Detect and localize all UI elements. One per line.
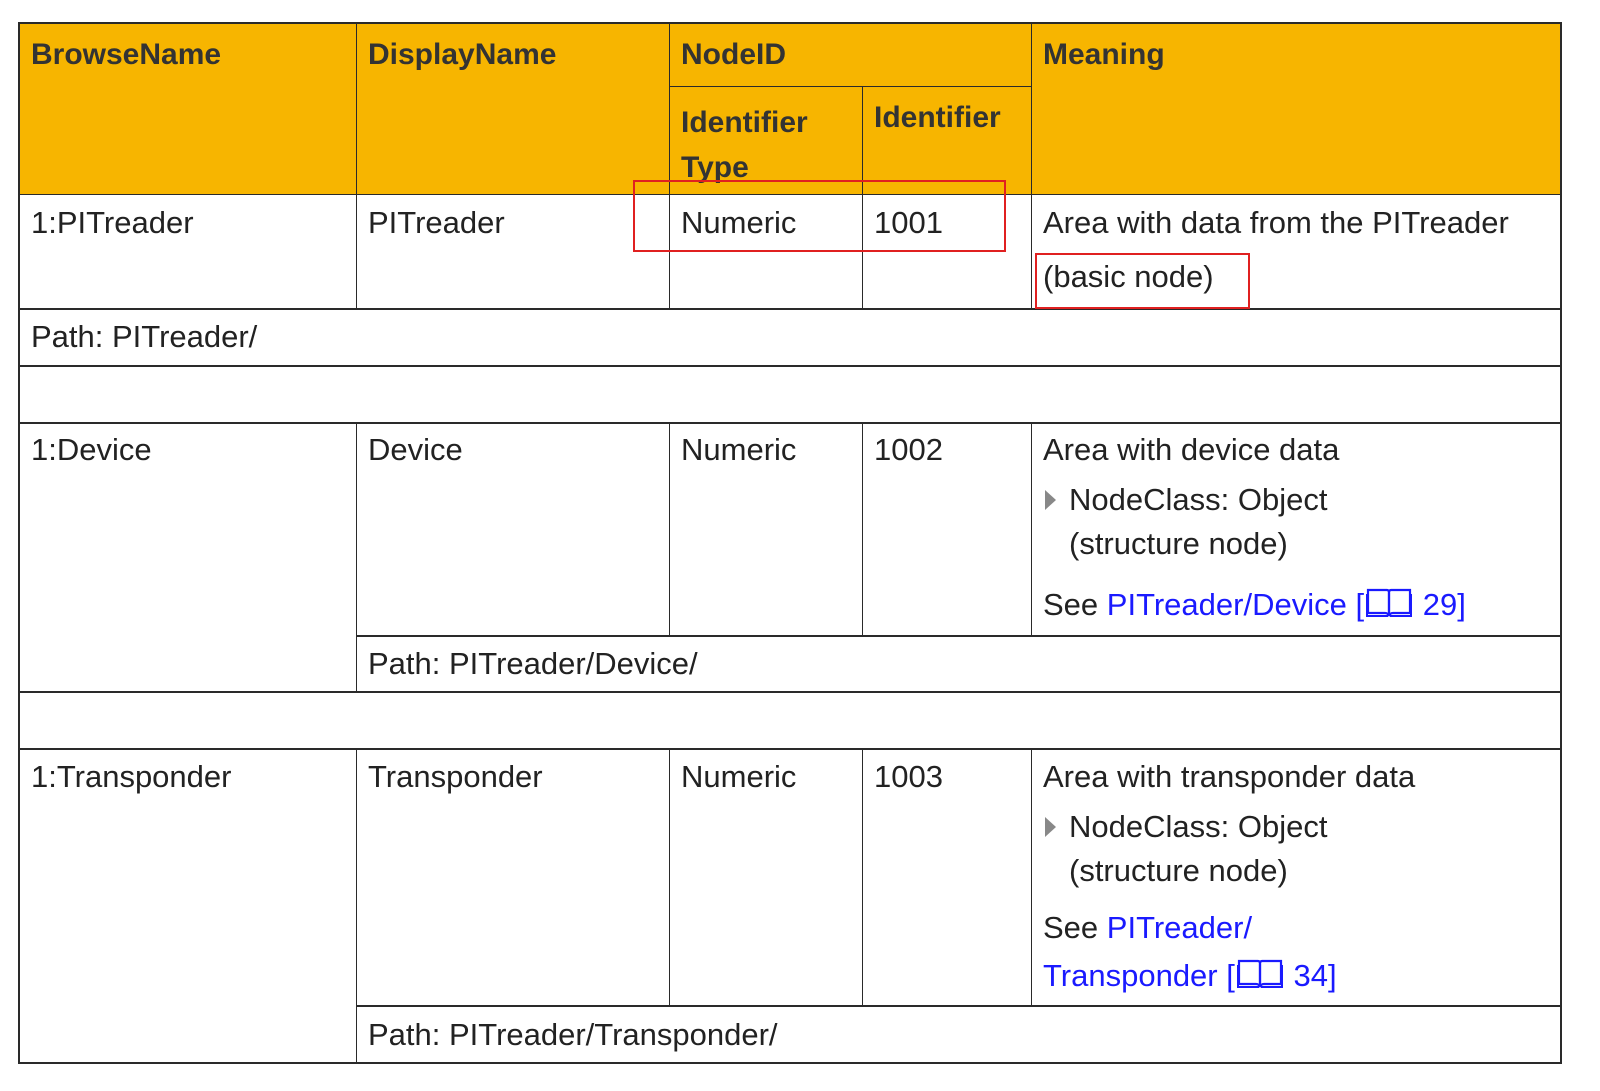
grid-line bbox=[19, 308, 1561, 310]
row2-bracket: [ bbox=[1355, 587, 1365, 622]
row3-meaning: Area with transponder data bbox=[1043, 759, 1416, 794]
row3-display-name: Transponder bbox=[368, 759, 543, 794]
row3-transponder-link-part2[interactable]: Transponder bbox=[1043, 958, 1218, 993]
grid-line bbox=[356, 422, 357, 692]
grid-line bbox=[19, 422, 1561, 424]
row3-bracket: [ bbox=[1226, 958, 1235, 993]
header-meaning: Meaning bbox=[1043, 38, 1165, 71]
row2-device-link[interactable]: PITreader/Device bbox=[1106, 587, 1347, 622]
row2-see-reference bbox=[1043, 586, 1466, 623]
row3-see-reference-line2 bbox=[1043, 957, 1337, 994]
row3-path: Path: PITreader/Transponder/ bbox=[368, 1017, 778, 1052]
row2-bullet-line2: (structure node) bbox=[1069, 526, 1288, 561]
grid-line bbox=[356, 22, 357, 309]
row3-bullet-line1: NodeClass: Object bbox=[1069, 809, 1328, 844]
book-icon bbox=[1366, 586, 1412, 618]
grid-line bbox=[669, 422, 670, 636]
header-identifier-type-line2: Type bbox=[681, 151, 749, 184]
row3-transponder-link-part1[interactable]: PITreader/ bbox=[1106, 910, 1253, 945]
row1-browse-name: 1:PITreader bbox=[31, 205, 194, 240]
grid-line bbox=[19, 1062, 1561, 1064]
grid-line bbox=[356, 748, 357, 1063]
row3-browse-name: 1:Transponder bbox=[31, 759, 232, 794]
grid-line bbox=[1031, 22, 1032, 309]
row3-see-prefix: See bbox=[1043, 910, 1107, 945]
row1-identifier-type: Numeric bbox=[681, 205, 797, 240]
grid-line bbox=[19, 22, 1561, 24]
row2-page-reference[interactable] bbox=[1355, 587, 1465, 622]
row3-page-number: 34] bbox=[1293, 958, 1337, 993]
row2-identifier-type: Numeric bbox=[681, 432, 797, 467]
grid-line bbox=[1560, 22, 1562, 1064]
book-icon bbox=[1237, 957, 1283, 989]
row3-identifier: 1003 bbox=[874, 759, 943, 794]
row2-page-number: 29] bbox=[1422, 587, 1466, 622]
highlight-box-node-id bbox=[633, 180, 1006, 252]
grid-line bbox=[1031, 748, 1032, 1006]
grid-line bbox=[19, 748, 1561, 750]
grid-line bbox=[356, 635, 1561, 637]
grid-line bbox=[862, 748, 863, 1006]
header-display-name: DisplayName bbox=[368, 38, 557, 71]
triangle-bullet-icon bbox=[1045, 817, 1056, 837]
row3-bullet-line2: (structure node) bbox=[1069, 853, 1288, 888]
header-browse-name: BrowseName bbox=[31, 38, 222, 71]
row2-display-name: Device bbox=[368, 432, 463, 467]
row1-display-name: PITreader bbox=[368, 205, 505, 240]
grid-line bbox=[669, 22, 670, 309]
grid-line bbox=[18, 22, 20, 1064]
row2-bullet-line1: NodeClass: Object bbox=[1069, 482, 1328, 517]
row1-meaning-line1: Area with data from the PITreader bbox=[1043, 205, 1509, 240]
row1-path: Path: PITreader/ bbox=[31, 319, 258, 354]
triangle-bullet-icon bbox=[1045, 490, 1056, 510]
header-identifier-type bbox=[681, 100, 808, 190]
row3-page-reference[interactable] bbox=[1226, 958, 1336, 993]
header-identifier: Identifier bbox=[874, 101, 1001, 134]
row2-identifier: 1002 bbox=[874, 432, 943, 467]
row2-meaning: Area with device data bbox=[1043, 432, 1340, 467]
grid-line bbox=[669, 86, 1031, 87]
row1-identifier: 1001 bbox=[874, 205, 943, 240]
grid-line bbox=[356, 1005, 1561, 1007]
header-node-id: NodeID bbox=[681, 38, 786, 71]
grid-line bbox=[19, 691, 1561, 693]
row3-identifier-type: Numeric bbox=[681, 759, 797, 794]
row2-browse-name: 1:Device bbox=[31, 432, 152, 467]
row3-see-reference-line1 bbox=[1043, 910, 1252, 946]
row2-path: Path: PITreader/Device/ bbox=[368, 646, 698, 681]
grid-line bbox=[669, 748, 670, 1006]
grid-line bbox=[19, 365, 1561, 367]
highlight-box-basic-node bbox=[1035, 253, 1250, 309]
header-identifier-type-line1: Identifier bbox=[681, 106, 808, 139]
grid-line bbox=[862, 422, 863, 636]
row1-meaning-line2: (basic node) bbox=[1043, 259, 1214, 294]
grid-line bbox=[1031, 422, 1032, 636]
row2-see-prefix: See bbox=[1043, 587, 1107, 622]
